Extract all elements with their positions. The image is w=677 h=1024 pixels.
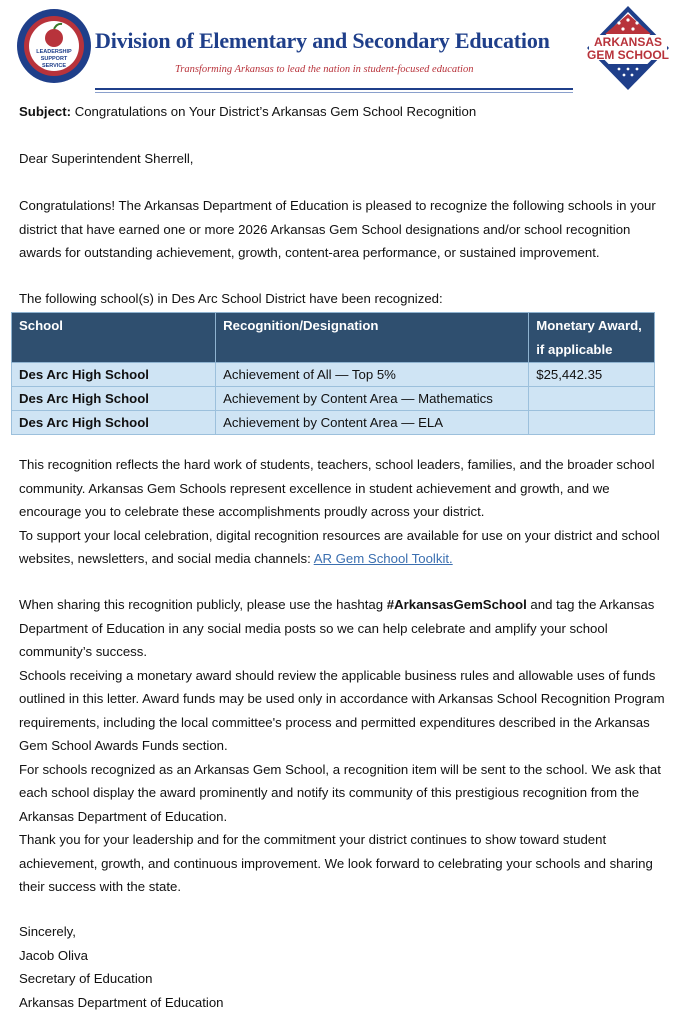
col-header-award: Monetary Award, if applicable	[529, 313, 655, 363]
cell-school: Des Arc High School	[12, 387, 216, 411]
leadership-seal-logo	[16, 8, 92, 84]
intro-paragraph	[19, 194, 669, 265]
closing: Sincerely,	[19, 924, 76, 939]
cell-award	[529, 387, 655, 411]
table-intro	[19, 287, 669, 311]
hashtag-text-after: and tag the Arkansas Department of Education in any social media posts so we can help celebrate and amplify your school community’s success.	[19, 597, 655, 659]
arkansas-gem-school-logo	[583, 4, 673, 92]
division-title: Division of Elementary and Secondary Education	[95, 28, 550, 53]
recognition-item-paragraph: For schools recognized as an Arkansas Gem School, a recognition item will be sent to the school. We ask that each school display the award prominently and notify its community of this prestigious recognition from the Arkansas Department of Education.	[19, 761, 661, 824]
gem-logo-line2: GEM SCHOOL	[586, 48, 670, 62]
hashtag-text-before: When sharing this recognition publicly, please use the hashtag	[19, 597, 387, 612]
subject-line	[19, 100, 669, 124]
hashtag: #ArkansasGemSchool	[386, 597, 527, 612]
body-block-1	[19, 453, 669, 571]
cell-school: Des Arc High School	[12, 411, 216, 435]
toolkit-link[interactable]: AR Gem School Toolkit.	[313, 551, 453, 566]
support-text: To support your local celebration, digital recognition resources are available for use on your district and school websites, newsletters, and social media channels:	[19, 527, 660, 566]
table-row	[12, 387, 655, 411]
cell-school: Des Arc High School	[12, 363, 216, 387]
division-tagline: Transforming Arkansas to lead the nation in student-focused education	[175, 64, 474, 75]
cell-recognition: Achievement by Content Area — Mathematics	[216, 387, 529, 411]
gem-logo-line1: ARKANSAS	[593, 35, 663, 49]
intro-text: Congratulations! The Arkansas Department of Education is pleased to recognize the following schools in your district that have earned one or more 2026 Arkansas Gem School designations and/or school recognition awards for outstanding achievement, growth, content-area performance, or sustained improvement.	[19, 198, 656, 260]
subject-text: Congratulations on Your District’s Arkansas Gem School Recognition	[71, 104, 477, 119]
seal-text-2: SUPPORT	[40, 56, 68, 62]
table-intro-text: The following school(s) in Des Arc School District have been recognized:	[19, 291, 443, 306]
signer-title: Secretary of Education	[19, 971, 153, 986]
letterhead	[0, 0, 677, 96]
signature-block	[19, 920, 669, 1014]
seal-text-1: LEADERSHIP	[36, 49, 72, 55]
support-paragraph	[19, 524, 669, 571]
thanks-paragraph: Thank you for your leadership and for the commitment your district continues to show toward student achievement, growth, and continuous improvement. We look forward to celebrating your schools and sharing their success with the state.	[19, 832, 653, 894]
table-row	[12, 363, 655, 387]
col-header-recognition: Recognition/Designation	[216, 313, 529, 363]
seal-text-3: SERVICE	[41, 63, 67, 69]
cell-award	[529, 411, 655, 435]
cell-recognition: Achievement of All — Top 5%	[216, 363, 529, 387]
col-header-school: School	[12, 313, 216, 363]
signer-org: Arkansas Department of Education	[19, 994, 224, 1010]
recognition-table	[11, 312, 655, 435]
greeting-text: Dear Superintendent Sherrell,	[19, 151, 194, 166]
cell-recognition: Achievement by Content Area — ELA	[216, 411, 529, 435]
reflects-paragraph: This recognition reflects the hard work of students, teachers, school leaders, families, and the broader school community. Arkansas Gem Schools represent excellence in student achievement and growth, and we encourage you to celebrate these accomplishments proudly across your district.	[19, 457, 655, 519]
monetary-paragraph: Schools receiving a monetary award should review the applicable business rules and allowable uses of funds outlined in this letter. Award funds may be used only in accordance with Arkansas School Recognition Program requirements, including the local committee's process and permitted expenditures described in the Arkansas Gem School Awards Funds section.	[19, 667, 665, 753]
header-rule	[95, 88, 573, 90]
subject-label: Subject:	[19, 104, 72, 119]
hashtag-paragraph	[19, 593, 669, 664]
table-row	[12, 411, 655, 435]
greeting	[19, 147, 669, 171]
cell-award: $25,442.35	[529, 363, 655, 387]
header-rule-thin	[95, 92, 573, 93]
body-block-2	[19, 593, 669, 899]
signer-name: Jacob Oliva	[19, 947, 88, 963]
table-header-row	[12, 313, 655, 363]
